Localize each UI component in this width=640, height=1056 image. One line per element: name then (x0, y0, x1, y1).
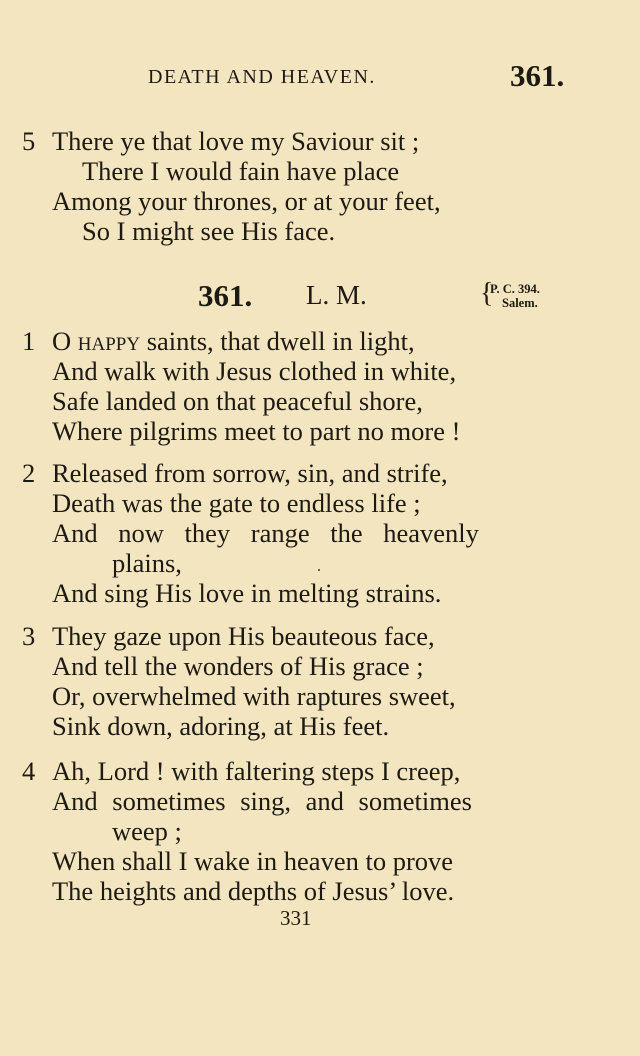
stanza-opening-smallcaps: O happy (52, 326, 141, 356)
stanza-line: Released from sorrow, sin, and strife, (52, 458, 448, 488)
stanza-line-runover: plains, (112, 548, 182, 578)
stanza-line: And tell the wonders of His grace ; (52, 651, 424, 681)
stanza-line: Ah, Lord ! with faltering steps I creep, (52, 756, 461, 786)
tune-name: Salem. (502, 296, 538, 310)
stanza-number: 5 (22, 126, 36, 156)
tune-reference (490, 282, 540, 310)
stanza-line: Among your thrones, or at your feet, (52, 186, 441, 216)
stanza-line: Safe landed on that peaceful shore, (52, 386, 423, 416)
stanza-line: And walk with Jesus clothed in white, (52, 356, 457, 386)
stanza-line: Sink down, adoring, at His feet. (52, 711, 390, 741)
stanza-line (52, 326, 415, 356)
stanza-line: And sometimes sing, and sometimes (52, 786, 472, 816)
stanza-number: 1 (22, 326, 36, 356)
stanza-line: Death was the gate to endless life ; (52, 488, 421, 518)
stanza-number: 3 (22, 621, 36, 651)
running-header-title: DEATH AND HEAVEN. (148, 66, 376, 88)
stanza-line: And sing His love in melting strains. (52, 578, 442, 608)
stanza-line: Or, overwhelmed with raptures sweet, (52, 681, 456, 711)
hymn-number: 361. (198, 278, 253, 313)
tune-reference-collection: P. C. 394. (490, 282, 540, 296)
stanza-line-rest: saints, that dwell in light, (140, 326, 415, 356)
stanza-line: When shall I wake in heaven to prove (52, 846, 454, 876)
tune-reference-brace: { (480, 278, 494, 309)
stanza-line: So I might see His face. (82, 216, 336, 246)
stanza-line: The heights and depths of Jesus’ love. (52, 876, 455, 906)
stanza-number: 4 (22, 756, 36, 786)
stanza-number: 2 (22, 458, 36, 488)
page-number: 331 (280, 906, 312, 930)
stanza-line: There I would fain have place (82, 156, 400, 186)
hymn-meter: L. M. (306, 280, 367, 310)
stanza-line: And now they range the heavenly (52, 518, 479, 548)
print-speck (318, 569, 320, 571)
stanza-line: Where pilgrims meet to part no more ! (52, 416, 461, 446)
stanza-line: They gaze upon His beauteous face, (52, 621, 435, 651)
stanza-line-runover: weep ; (112, 816, 182, 846)
stanza-line: There ye that love my Saviour sit ; (52, 126, 420, 156)
running-header-hymn-number: 361. (510, 58, 565, 93)
